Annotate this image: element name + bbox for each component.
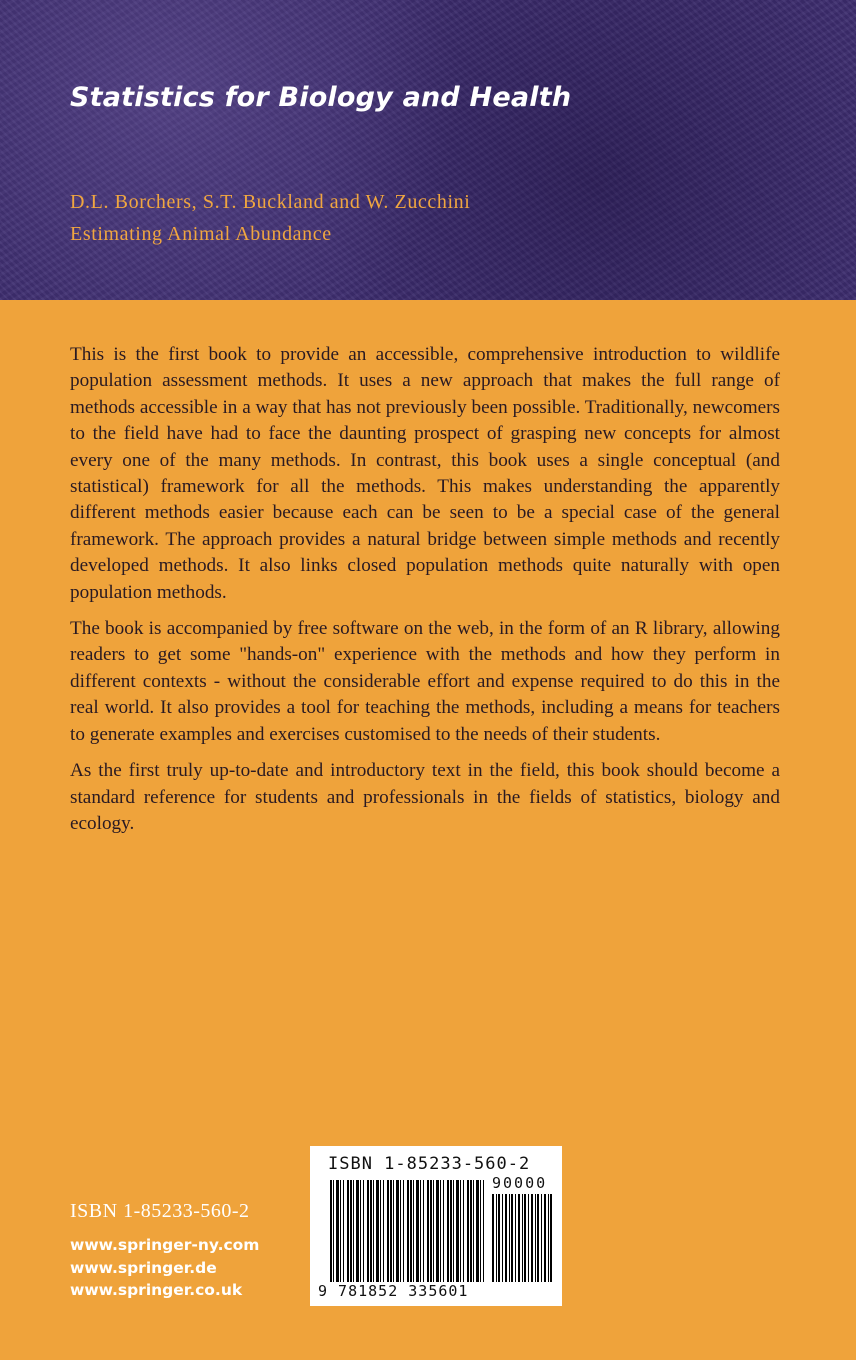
barcode-addon-bars (492, 1194, 552, 1282)
barcode-bars (330, 1180, 485, 1282)
header-band (0, 0, 856, 300)
series-title: Statistics for Biology and Health (70, 82, 572, 113)
blurb-paragraph: This is the first book to provide an accessible, comprehensive introduction to wildlife population assessment methods. It uses a new approach that makes the full range of methods accessible in a way that has not previously been possible. Traditionally, newcomers to the field have had to face the daunting prospect of grasping new concepts for almost every one of the many methods. In contrast, this book uses a single conceptual (and statistical) framework for all the methods. This makes understanding the apparently different methods easier because each can be seen to be a special case of the general framework. The approach provides a natural bridge between simple methods and recently developed methods. It also links closed population methods quite naturally with open population methods. (70, 344, 780, 603)
barcode-box (310, 1146, 562, 1306)
blurb (70, 342, 780, 847)
url-springer-uk[interactable]: www.springer.co.uk (70, 1281, 243, 1299)
barcode-isbn-label: ISBN 1-85233-560-2 (328, 1154, 531, 1174)
publisher-urls (70, 1234, 259, 1302)
url-springer-ny[interactable]: www.springer-ny.com (70, 1236, 260, 1254)
blurb-paragraph: As the first truly up-to-date and introductory text in the field, this book should become a standard reference for students and professionals in the fields of statistics, biology and ecology. (70, 760, 780, 834)
blurb-paragraph: The book is accompanied by free software on the web, in the form of an R library, allowing readers to get some "hands-on" experience with the methods and how they perform in different contexts - without the considerable effort and expense required to do this in the real world. It also provides a tool for teaching the methods, including a means for teachers to generate examples and exercises customised to the needs of their students. (70, 618, 780, 745)
authors: D.L. Borchers, S.T. Buckland and W. Zucchini (70, 191, 471, 213)
isbn-text: ISBN 1-85233-560-2 (70, 1200, 250, 1222)
barcode-price-code: 90000 (492, 1174, 548, 1192)
barcode-digits: 9 781852 335601 (318, 1282, 469, 1300)
url-springer-de[interactable]: www.springer.de (70, 1258, 217, 1277)
book-title: Estimating Animal Abundance (70, 223, 332, 245)
